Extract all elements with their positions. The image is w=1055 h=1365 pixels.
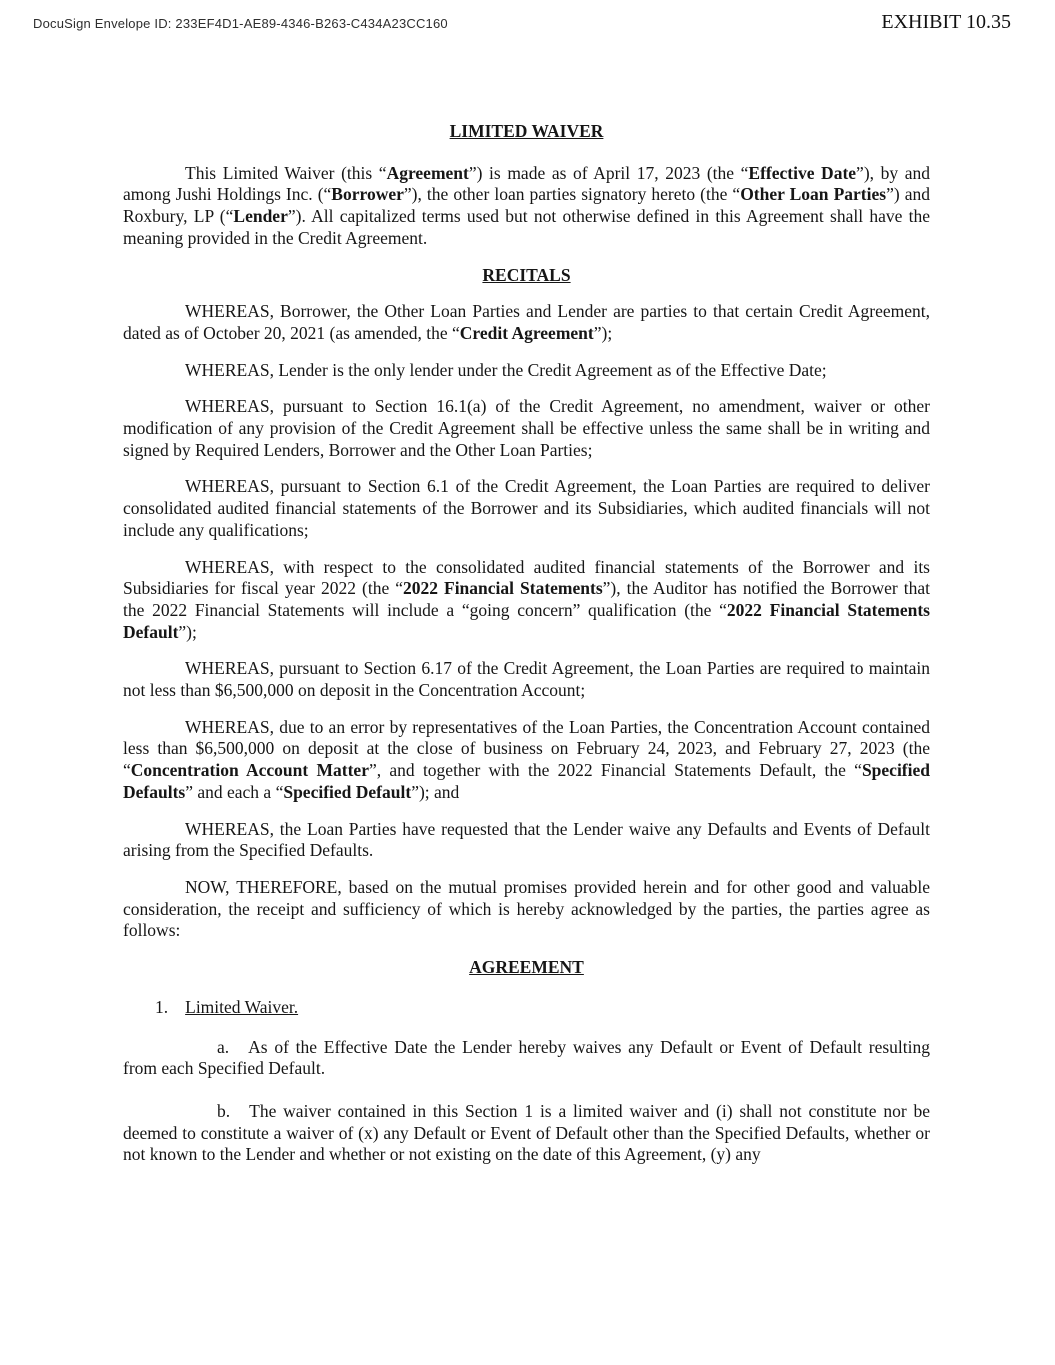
document-title: LIMITED WAIVER [449,121,604,141]
recital-paragraph-5: WHEREAS, with respect to the consolidated audited financial statements of the Borrower and its Subsidiaries for fiscal year 2022 (the “2022 Financial Statements”), the Auditor has notified the Borrower that the 2022 Financial Statements will include a “going concern” qualification (the “2022 Financial Statements Default”); [123,556,930,642]
recital-paragraph-4: WHEREAS, pursuant to Section 6.1 of the Credit Agreement, the Loan Parties are required to deliver consolidated audited financial statements of the Borrower and its Subsidiaries, which audited financials will not include any qualifications; [123,476,930,540]
exhibit-label: EXHIBIT 10.35 [881,11,1011,33]
section-1-title: Limited Waiver. [185,996,299,1017]
subsection-b [123,1101,930,1166]
docusign-envelope-id: DocuSign Envelope ID: 233EF4D1-AE89-4346-B263-C434A23CC160 [33,16,448,31]
recital-paragraph-8: WHEREAS, the Loan Parties have requested that the Lender waive any Defaults and Events of Default arising from the Specified Defaults. [123,818,930,861]
recital-paragraph-9: NOW, THEREFORE, based on the mutual promises provided herein and for other good and valuable consideration, the receipt and sufficiency of which is hereby acknowledged by the parties, the parties agree as follows: [123,876,930,941]
recital-paragraph-2: WHEREAS, Lender is the only lender under the Credit Agreement as of the Effective Date; [185,359,827,380]
section-1-number: 1. [155,996,169,1017]
document-body [123,0,930,1187]
recital-paragraph-3: WHEREAS, pursuant to Section 16.1(a) of the Credit Agreement, no amendment, waiver or other modification of any provision of the Credit Agreement shall be effective unless the same shall be in writing and signed by Required Lenders, Borrower and the Other Loan Parties; [123,396,930,460]
agreement-heading: AGREEMENT [469,957,584,978]
recital-paragraph-6: WHEREAS, pursuant to Section 6.17 of the Credit Agreement, the Loan Parties are required to maintain not less than $6,500,000 on deposit in the Concentration Account; [123,658,930,701]
subsection-b-text: The waiver contained in this Section 1 is a limited waiver and (i) shall not constitute nor be deemed to constitute a waiver of (x) any Default or Event of Default other than the Specified Defaults, whether or not known to the Lender and whether or not existing on the date of this Agreement, (y) any [123,1100,930,1165]
recitals-heading: RECITALS [482,264,571,285]
subsection-a-text: As of the Effective Date the Lender hereby waives any Default or Event of Default resulting from each Specified Default. [123,1036,930,1079]
section-1-item [155,997,930,1019]
subsection-a [123,1037,930,1080]
subsection-b-marker: b. [217,1100,231,1121]
subsection-a-marker: a. [217,1036,230,1057]
recital-paragraph-7: WHEREAS, due to an error by representatives of the Loan Parties, the Concentration Account contained less than $6,500,000 on deposit at the close of business on February 24, 2023, and February 27, 2023 (the “Concentration Account Matter”, and together with the 2022 Financial Statements Default, the “Specified Defaults” and each a “Specified Default”); and [123,716,930,802]
recital-paragraph-1: WHEREAS, Borrower, the Other Loan Parties and Lender are parties to that certain Credit Agreement, dated as of October 20, 2021 (as amended, the “Credit Agreement”); [123,301,930,343]
intro-paragraph: This Limited Waiver (this “Agreement”) is made as of April 17, 2023 (the “Effective Date”), by and among Jushi Holdings Inc. (“Borrower”), the other loan parties signatory hereto (the “Other Loan Parties”) and Roxbury, LP (“Lender”). All capitalized terms used but not otherwise defined in this Agreement shall have the meaning provided in the Credit Agreement. [123,162,931,248]
